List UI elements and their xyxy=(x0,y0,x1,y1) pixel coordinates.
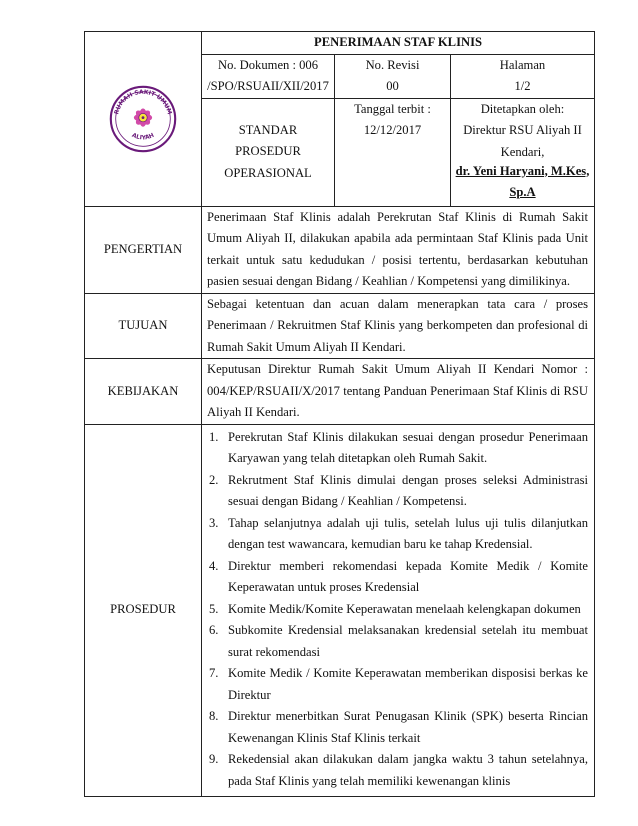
no-dokumen-cell xyxy=(202,54,335,98)
spo-document xyxy=(84,31,594,797)
no-dokumen-value: /SPO/RSUAII/XII/2017 xyxy=(207,79,329,93)
svg-text:RUMAH SAKIT UMUM: RUMAH SAKIT UMUM xyxy=(113,88,173,115)
ditetapkan-label: Ditetapkan oleh: xyxy=(480,101,565,116)
prosedur-step: 5. Komite Medik/Komite Keperawatan menelaah kelengkapan dokumen xyxy=(209,601,581,616)
tanggal-terbit-value: 12/12/2017 xyxy=(363,123,422,137)
kebijakan-text: Keputusan Direktur Rumah Sakit Umum Aliyah II Kendari Nomor : 004/KEP/RSUAII/X/2017 tentang Panduan Penerimaan Staf Klinis di RSU Aliyah II Kendari. xyxy=(202,359,595,425)
spo-table xyxy=(84,31,595,797)
spo-label-line1: STANDAR xyxy=(238,122,298,137)
tujuan-text: Sebagai ketentuan dan acuan dalam menerapkan tata cara / proses Penerimaan / Rekruitmen Staf Klinis yang berkompeten dan profesional di Rumah Sakit Umum Aliyah II Kendari. xyxy=(202,293,595,359)
halaman-label: Halaman xyxy=(499,57,546,72)
tanggal-terbit-cell xyxy=(335,98,451,206)
halaman-value: 1/2 xyxy=(514,79,531,93)
halaman-cell xyxy=(451,54,595,98)
ditetapkan-by: Direktur RSU Aliyah II Kendari, xyxy=(463,123,582,159)
tujuan-label: TUJUAN xyxy=(85,293,202,359)
svg-text:ALIYAH: ALIYAH xyxy=(130,131,156,142)
prosedur-step: 9. Rekedensial akan dilakukan dalam jangka waktu 3 tahun setelahnya, pada Staf Klinis yang telah memiliki kewenangan klinis xyxy=(209,752,588,788)
tanggal-terbit-label: Tanggal terbit : xyxy=(354,101,431,116)
prosedur-steps-list xyxy=(207,427,588,793)
spo-label-line2: PROSEDUR xyxy=(235,144,301,159)
spo-label-line3: OPERASIONAL xyxy=(224,165,312,180)
document-title: PENERIMAAN STAF KLINIS xyxy=(202,32,595,55)
prosedur-step: 8. Direktur menerbitkan Surat Penugasan Klinik (SPK) beserta Rincian Kewenangan Klinis Staf Klinis terkait xyxy=(209,709,588,745)
prosedur-step: 6. Subkomite Kredensial melaksanakan kredensial setelah itu membuat surat rekomendasi xyxy=(209,623,588,659)
hospital-seal-logo-icon xyxy=(108,84,178,154)
ditetapkan-cell xyxy=(451,98,595,206)
signatory-name: dr. Yeni Haryani, M.Kes, Sp.A xyxy=(455,163,590,199)
pengertian-label: PENGERTIAN xyxy=(85,206,202,293)
prosedur-step: 4. Direktur memberi rekomendasi kepada Komite Medik / Komite Keperawatan untuk proses Kredensial xyxy=(209,558,588,594)
kebijakan-label: KEBIJAKAN xyxy=(85,359,202,425)
prosedur-step: 1. Perekrutan Staf Klinis dilakukan sesuai dengan prosedur Penerimaan Karyawan yang telah ditetapkan oleh Rumah Sakit. xyxy=(209,429,588,465)
logo-cell xyxy=(85,32,202,207)
no-revisi-value: 00 xyxy=(386,79,399,93)
prosedur-step: 7. Komite Medik / Komite Keperawatan memberikan disposisi berkas ke Direktur xyxy=(209,666,588,702)
prosedur-step: 2. Rekrutment Staf Klinis dimulai dengan proses seleksi Administrasi sesuai dengan Bidang / Keahlian / Kompetensi. xyxy=(209,472,588,508)
prosedur-cell xyxy=(202,424,595,796)
prosedur-label: PROSEDUR xyxy=(85,424,202,796)
no-revisi-label: No. Revisi xyxy=(365,57,420,72)
no-dokumen-label: No. Dokumen : 006 xyxy=(217,57,319,72)
pengertian-text: Penerimaan Staf Klinis adalah Perekrutan Staf Klinis di Rumah Sakit Umum Aliyah II, dilakukan apabila ada permintaan Staf Klinis pada Unit terkait untuk satu kedudukan / posisi tertentu, berdasarkan kebutuhan pasien sesuai dengan Bidang / Keahlian / Kompetensi yang dimilikinya. xyxy=(202,206,595,293)
spo-label-cell xyxy=(202,98,335,206)
no-revisi-cell xyxy=(335,54,451,98)
prosedur-step: 3. Tahap selanjutnya adalah uji tulis, setelah lulus uji tulis dilanjutkan dengan test wawancara, kemudian baru ke tahap Kredensial. xyxy=(209,515,588,551)
